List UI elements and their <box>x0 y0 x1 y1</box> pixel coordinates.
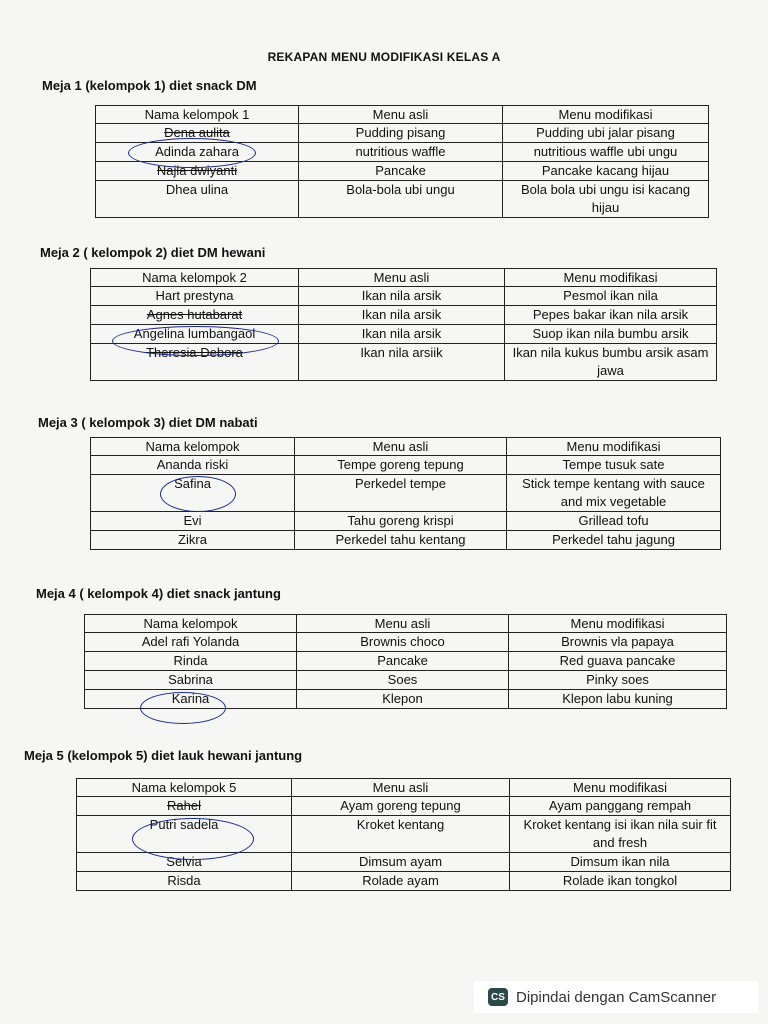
header-cell: Menu modifikasi <box>510 779 731 797</box>
table-row <box>77 853 731 872</box>
table-row <box>91 456 721 475</box>
modified-menu: Suop ikan nila bumbu arsik <box>505 325 717 344</box>
table-row <box>96 124 709 143</box>
original-menu: Dimsum ayam <box>292 853 510 872</box>
original-menu: Tahu goreng krispi <box>295 512 507 531</box>
section-heading-2: Meja 2 ( kelompok 2) diet DM hewani <box>40 245 266 260</box>
original-menu: Tempe goreng tepung <box>295 456 507 475</box>
table-row <box>77 816 731 853</box>
table-row <box>91 287 717 306</box>
camscanner-text: Dipindai dengan CamScanner <box>516 988 717 1006</box>
header-cell: Menu asli <box>297 615 509 633</box>
original-menu: Bola-bola ubi ungu <box>299 181 503 218</box>
original-menu: Ikan nila arsik <box>299 306 505 325</box>
table-header-row <box>85 615 727 633</box>
header-cell: Menu modifikasi <box>507 438 721 456</box>
header-cell: Menu asli <box>292 779 510 797</box>
member-name: Rahel <box>77 797 292 816</box>
header-cell: Menu asli <box>299 269 505 287</box>
table-row <box>85 690 727 709</box>
table-row <box>85 652 727 671</box>
original-menu: Ikan nila arsik <box>299 325 505 344</box>
modified-menu: Pesmol ikan nila <box>505 287 717 306</box>
member-name: Hart prestyna <box>91 287 299 306</box>
original-menu: nutritious waffle <box>299 143 503 162</box>
header-cell: Menu asli <box>299 106 503 124</box>
menu-table-3 <box>90 437 721 550</box>
member-name: Agnes hutabarat <box>91 306 299 325</box>
member-name: Zikra <box>91 531 295 550</box>
member-name: Theresia Debora <box>91 344 299 381</box>
camscanner-logo-icon: CS <box>488 988 508 1006</box>
modified-menu: Stick tempe kentang with sauce and mix vegetable <box>507 475 721 512</box>
original-menu: Ayam goreng tepung <box>292 797 510 816</box>
modified-menu: Ayam panggang rempah <box>510 797 731 816</box>
member-name: Dhea ulina <box>96 181 299 218</box>
modified-menu: Pepes bakar ikan nila arsik <box>505 306 717 325</box>
member-name: Rinda <box>85 652 297 671</box>
member-name: Adinda zahara <box>96 143 299 162</box>
table-row <box>91 344 717 381</box>
original-menu: Brownis choco <box>297 633 509 652</box>
header-cell: Menu modifikasi <box>509 615 727 633</box>
table-row <box>77 797 731 816</box>
member-name: Ananda riski <box>91 456 295 475</box>
modified-menu: nutritious waffle ubi ungu <box>503 143 709 162</box>
table-row <box>85 671 727 690</box>
table-row <box>77 872 731 891</box>
original-menu: Pudding pisang <box>299 124 503 143</box>
original-menu: Perkedel tahu kentang <box>295 531 507 550</box>
table-header-row <box>91 269 717 287</box>
camscanner-watermark <box>474 981 758 1013</box>
original-menu: Perkedel tempe <box>295 475 507 512</box>
menu-table-4 <box>84 614 727 709</box>
section-heading-1: Meja 1 (kelompok 1) diet snack DM <box>42 78 257 93</box>
member-name: Risda <box>77 872 292 891</box>
original-menu: Ikan nila arsiik <box>299 344 505 381</box>
original-menu: Pancake <box>297 652 509 671</box>
modified-menu: Pinky soes <box>509 671 727 690</box>
original-menu: Pancake <box>299 162 503 181</box>
section-heading-4: Meja 4 ( kelompok 4) diet snack jantung <box>36 586 281 601</box>
table-header-row <box>96 106 709 124</box>
modified-menu: Grillead tofu <box>507 512 721 531</box>
table-row <box>91 306 717 325</box>
header-cell: Nama kelompok <box>91 438 295 456</box>
document-title: REKAPAN MENU MODIFIKASI KELAS A <box>267 50 501 64</box>
table-row <box>96 181 709 218</box>
header-cell: Menu modifikasi <box>505 269 717 287</box>
member-name: Safina <box>91 475 295 512</box>
table-row <box>91 531 721 550</box>
member-name: Putri sadela <box>77 816 292 853</box>
original-menu: Kroket kentang <box>292 816 510 853</box>
menu-table-1 <box>95 105 709 218</box>
header-cell: Menu modifikasi <box>503 106 709 124</box>
table-row <box>91 475 721 512</box>
modified-menu: Ikan nila kukus bumbu arsik asam jawa <box>505 344 717 381</box>
modified-menu: Pudding ubi jalar pisang <box>503 124 709 143</box>
table-row <box>91 512 721 531</box>
header-cell: Nama kelompok 5 <box>77 779 292 797</box>
header-cell: Nama kelompok <box>85 615 297 633</box>
table-row <box>91 325 717 344</box>
section-heading-3: Meja 3 ( kelompok 3) diet DM nabati <box>38 415 258 430</box>
modified-menu: Dimsum ikan nila <box>510 853 731 872</box>
original-menu: Rolade ayam <box>292 872 510 891</box>
table-header-row <box>91 438 721 456</box>
modified-menu: Red guava pancake <box>509 652 727 671</box>
menu-table-5 <box>76 778 731 891</box>
modified-menu: Tempe tusuk sate <box>507 456 721 475</box>
header-cell: Nama kelompok 2 <box>91 269 299 287</box>
original-menu: Ikan nila arsik <box>299 287 505 306</box>
modified-menu: Klepon labu kuning <box>509 690 727 709</box>
table-header-row <box>77 779 731 797</box>
member-name: Selvia <box>77 853 292 872</box>
member-name: Adel rafi Yolanda <box>85 633 297 652</box>
modified-menu: Rolade ikan tongkol <box>510 872 731 891</box>
modified-menu: Pancake kacang hijau <box>503 162 709 181</box>
original-menu: Klepon <box>297 690 509 709</box>
header-cell: Nama kelompok 1 <box>96 106 299 124</box>
menu-table-2 <box>90 268 717 381</box>
table-row <box>96 162 709 181</box>
modified-menu: Kroket kentang isi ikan nila suir fit and fresh <box>510 816 731 853</box>
member-name: Dena aulita <box>96 124 299 143</box>
original-menu: Soes <box>297 671 509 690</box>
member-name: Najla dwiyanti <box>96 162 299 181</box>
member-name: Evi <box>91 512 295 531</box>
modified-menu: Bola bola ubi ungu isi kacang hijau <box>503 181 709 218</box>
table-row <box>85 633 727 652</box>
table-row <box>96 143 709 162</box>
modified-menu: Perkedel tahu jagung <box>507 531 721 550</box>
section-heading-5: Meja 5 (kelompok 5) diet lauk hewani jantung <box>24 748 303 763</box>
member-name: Karina <box>85 690 297 709</box>
member-name: Sabrina <box>85 671 297 690</box>
header-cell: Menu asli <box>295 438 507 456</box>
modified-menu: Brownis vla papaya <box>509 633 727 652</box>
member-name: Angelina lumbangaol <box>91 325 299 344</box>
